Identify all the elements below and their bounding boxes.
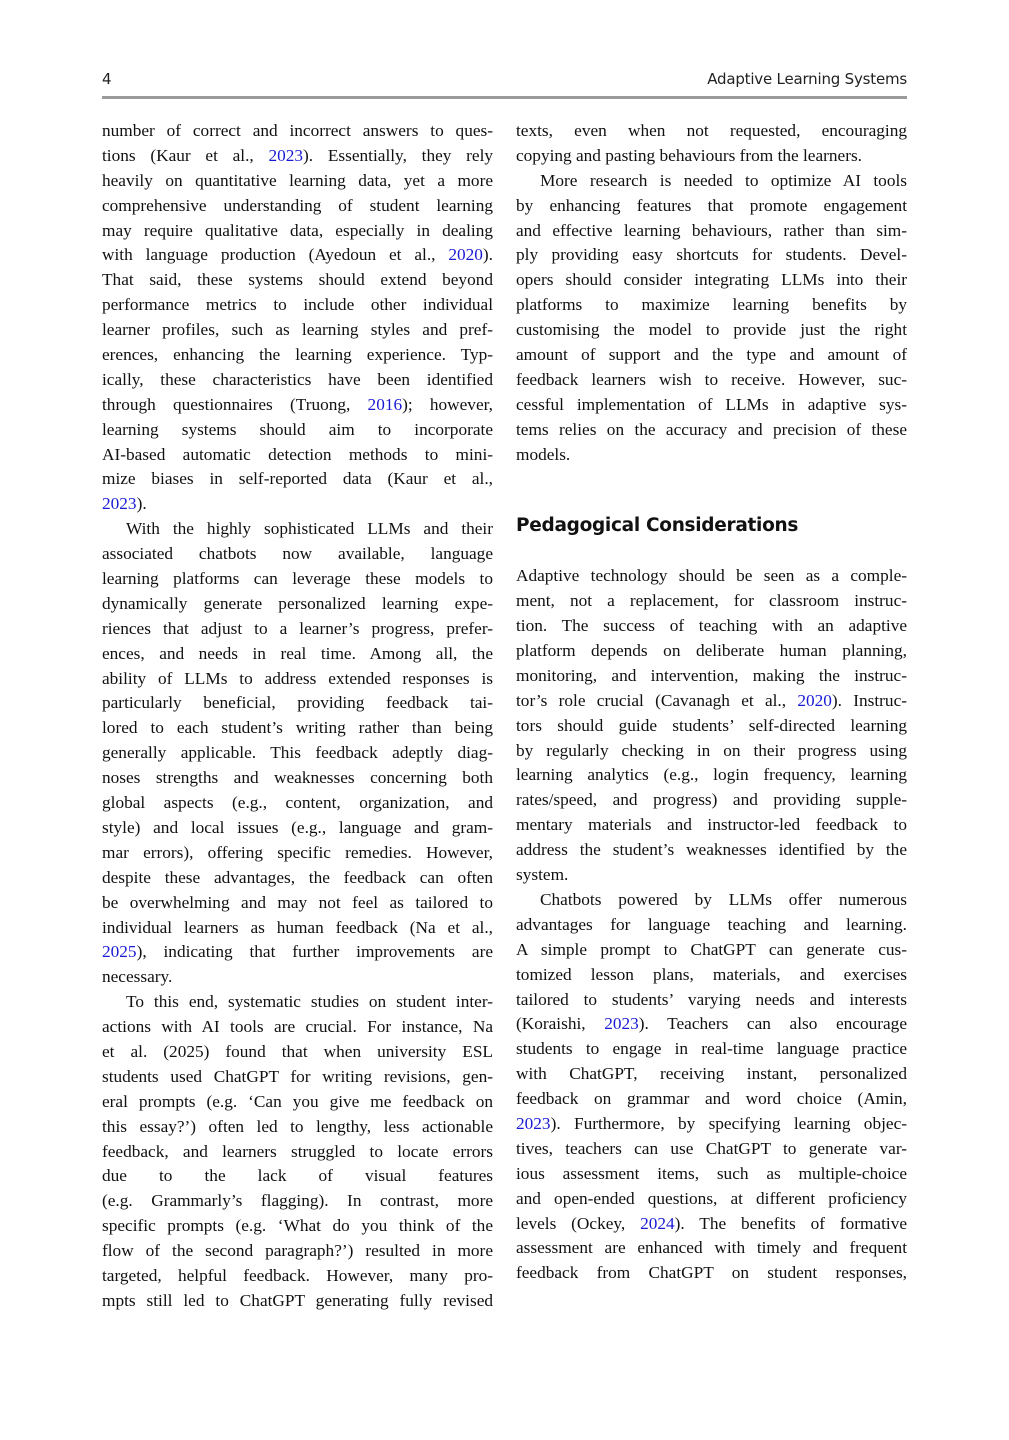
text-span: platform depends on deliberate human planning, <box>516 641 907 661</box>
text-line <box>516 1212 907 1237</box>
text-line <box>102 1189 493 1214</box>
left-column <box>102 119 493 1314</box>
text-line <box>102 1214 493 1239</box>
text-line <box>516 1137 907 1162</box>
text-span: ). The benefits of formative <box>674 1213 907 1233</box>
text-span: necessary. <box>102 967 173 987</box>
text-line <box>516 1112 907 1137</box>
text-line <box>516 714 907 739</box>
page-number: 4 <box>102 70 112 88</box>
text-line <box>102 219 493 244</box>
text-line <box>102 1065 493 1090</box>
paragraph <box>102 119 493 517</box>
text-span: this essay?’) often led to lengthy, less actionable <box>102 1116 493 1136</box>
citation-link[interactable]: 2023 <box>516 1113 551 1133</box>
text-line <box>102 467 493 492</box>
text-span: riences that adjust to a learner’s progress, prefer- <box>102 618 493 638</box>
text-span: assessment are enhanced with timely and frequent <box>516 1238 907 1258</box>
text-span: ment, not a replacement, for classroom instruc- <box>516 591 907 611</box>
paragraph <box>516 888 907 1286</box>
text-span: (Koraishi, <box>516 1014 605 1034</box>
paragraph <box>516 564 907 888</box>
text-span: flow of the second paragraph?’) resulted in more <box>102 1241 493 1261</box>
text-line <box>102 1040 493 1065</box>
text-span: number of correct and incorrect answers to ques- <box>102 121 493 140</box>
text-span: students used ChatGPT for writing revisions, gen- <box>102 1066 493 1086</box>
text-line <box>102 194 493 219</box>
text-span: style) and local issues (e.g., language and gram- <box>102 817 493 837</box>
text-line <box>102 642 493 667</box>
text-line <box>102 766 493 791</box>
text-span: global aspects (e.g., content, organization, and <box>102 793 493 813</box>
text-span: monitoring, and intervention, making the instruc- <box>516 665 907 685</box>
text-span: That said, these systems should extend beyond <box>102 270 493 290</box>
text-line <box>516 739 907 764</box>
text-line <box>102 1115 493 1140</box>
paragraph <box>516 119 907 169</box>
text-line <box>516 888 907 913</box>
text-span: platforms to maximize learning benefits by <box>516 295 907 315</box>
text-span: ). Teachers can also encourage <box>638 1014 907 1034</box>
text-line <box>102 667 493 692</box>
text-span: may require qualitative data, especially in dealing <box>102 220 493 240</box>
text-line <box>102 418 493 443</box>
text-span: advantages for language teaching and learning. <box>516 914 907 934</box>
text-line <box>516 119 907 144</box>
text-span: ). <box>482 245 493 265</box>
text-span: ply providing easy shortcuts for students. Devel- <box>516 245 907 265</box>
text-span: system. <box>516 865 569 885</box>
text-line <box>102 492 493 517</box>
text-span: by enhancing features that promote engagement <box>516 195 907 215</box>
text-span: feedback from ChatGPT on student responses, <box>516 1263 907 1283</box>
text-span: Adaptive technology should be seen as a comple- <box>516 566 907 586</box>
text-span: lored to each student’s writing rather than being <box>102 718 493 738</box>
text-span: with ChatGPT, receiving instant, personalized <box>516 1064 907 1084</box>
text-line <box>102 592 493 617</box>
citation-link[interactable]: 2024 <box>640 1213 675 1233</box>
text-span: particularly beneficial, providing feedback tai- <box>102 693 493 713</box>
text-span: mentary materials and instructor-led feedback to <box>516 815 907 835</box>
text-span: feedback, and learners struggled to locate errors <box>102 1141 493 1161</box>
text-line <box>102 965 493 990</box>
text-line <box>516 268 907 293</box>
text-span: ). Furthermore, by specifying learning objec- <box>550 1113 907 1133</box>
text-span: performance metrics to include other individual <box>102 295 493 315</box>
text-span: mar errors), offering specific remedies. However, <box>102 842 493 862</box>
text-line <box>102 816 493 841</box>
text-line <box>516 318 907 343</box>
text-line <box>516 194 907 219</box>
citation-link[interactable]: 2025 <box>102 942 137 962</box>
text-line <box>102 243 493 268</box>
text-line <box>516 243 907 268</box>
text-line <box>102 1015 493 1040</box>
text-line <box>102 119 493 144</box>
text-span: erences, enhancing the learning experience. Typ- <box>102 345 493 365</box>
text-line <box>102 169 493 194</box>
text-span: AI-based automatic detection methods to mini- <box>102 444 493 464</box>
text-line <box>516 1062 907 1087</box>
citation-link[interactable]: 2023 <box>604 1014 639 1034</box>
text-span: ); however, <box>402 394 493 414</box>
text-line <box>516 1261 907 1286</box>
text-line <box>516 169 907 194</box>
text-line <box>516 689 907 714</box>
paragraph <box>102 517 493 990</box>
text-span: To this end, systematic studies on student inter- <box>126 992 493 1012</box>
text-line <box>516 564 907 589</box>
text-span: specific prompts (e.g. ‘What do you think of the <box>102 1216 493 1236</box>
text-line <box>102 741 493 766</box>
right-column-pre-heading <box>516 119 907 467</box>
text-line <box>516 443 907 468</box>
text-line <box>516 938 907 963</box>
text-line <box>516 664 907 689</box>
text-line <box>516 863 907 888</box>
right-column-post-heading <box>516 564 907 1286</box>
text-span: heavily on quantitative learning data, yet a more <box>102 170 493 190</box>
text-span: and effective learning behaviours, rather than sim- <box>516 220 907 240</box>
text-span: tailored to students’ varying needs and interests <box>516 989 907 1009</box>
text-span: targeted, helpful feedback. However, many pro- <box>102 1265 493 1285</box>
text-span: tor’s role crucial (Cavanagh et al., <box>516 690 798 710</box>
text-line <box>516 589 907 614</box>
text-line <box>516 1236 907 1261</box>
text-line <box>102 1164 493 1189</box>
text-line <box>102 866 493 891</box>
text-line <box>102 293 493 318</box>
text-line <box>516 418 907 443</box>
text-line <box>102 318 493 343</box>
spacer <box>516 467 907 514</box>
text-line <box>516 988 907 1013</box>
text-span: ), indicating that further improvements are <box>136 942 493 962</box>
text-span: actions with AI tools are crucial. For instance, Na <box>102 1017 493 1037</box>
text-line <box>102 940 493 965</box>
text-span: customising the model to provide just the right <box>516 320 907 340</box>
text-span: students to engage in real-time language practice <box>516 1039 907 1059</box>
text-span: cessful implementation of LLMs in adaptive sys- <box>516 394 907 414</box>
text-line <box>516 293 907 318</box>
text-span: dynamically generate personalized learning expe- <box>102 593 493 613</box>
text-line <box>516 614 907 639</box>
text-line <box>516 1187 907 1212</box>
text-span: feedback learners wish to receive. However, suc- <box>516 369 907 389</box>
text-line <box>102 1289 493 1314</box>
text-line <box>102 517 493 542</box>
text-span: despite these advantages, the feedback can often <box>102 867 493 887</box>
text-line <box>516 838 907 863</box>
text-span: tives, teachers can use ChatGPT to generate var- <box>516 1138 907 1158</box>
text-span: rates/speed, and progress) and providing supple- <box>516 790 907 810</box>
text-span: individual learners as human feedback (Na et al., <box>102 917 493 937</box>
text-line <box>102 343 493 368</box>
text-line <box>516 788 907 813</box>
text-span: with language production (Ayedoun et al., <box>102 245 449 265</box>
text-span: due to the lack of visual features <box>102 1166 493 1186</box>
citation-link[interactable]: 2020 <box>448 245 483 265</box>
text-span: texts, even when not requested, encouraging <box>516 121 907 140</box>
text-span: learning analytics (e.g., login frequency, learning <box>516 765 907 785</box>
text-span: ious assessment items, such as multiple-choice <box>516 1163 907 1183</box>
text-span: eral prompts (e.g. ‘Can you give me feedback on <box>102 1091 493 1111</box>
text-line <box>516 144 907 169</box>
text-span: ences, and needs in real time. Among all, the <box>102 643 493 663</box>
text-span: models. <box>516 444 571 464</box>
paragraph <box>102 990 493 1314</box>
text-line <box>516 393 907 418</box>
text-span: be overwhelming and may not feel as tailored to <box>102 892 493 912</box>
text-line <box>516 1037 907 1062</box>
text-span: ically, these characteristics have been identified <box>102 369 493 389</box>
text-line <box>516 1012 907 1037</box>
text-line <box>516 813 907 838</box>
text-span: mpts still led to ChatGPT generating fully revised <box>102 1290 493 1310</box>
text-span: tions (Kaur et al., <box>102 145 269 165</box>
text-line <box>102 1140 493 1165</box>
text-line <box>102 144 493 169</box>
text-line <box>102 268 493 293</box>
text-span: ). Instruc- <box>831 690 907 710</box>
citation-link[interactable]: 2016 <box>367 394 403 414</box>
text-span: address the student’s weaknesses identified by the <box>516 840 907 860</box>
text-line <box>102 393 493 418</box>
text-line <box>516 639 907 664</box>
text-span: learning platforms can leverage these models to <box>102 569 493 589</box>
text-line <box>102 841 493 866</box>
text-span: tion. The success of teaching with an adaptive <box>516 616 907 636</box>
text-line <box>102 1264 493 1289</box>
text-span: A simple prompt to ChatGPT can generate cus- <box>516 939 907 959</box>
text-line <box>516 1087 907 1112</box>
text-line <box>516 368 907 393</box>
text-line <box>102 567 493 592</box>
text-line <box>102 1239 493 1264</box>
text-span: copying and pasting behaviours from the learners. <box>516 145 863 165</box>
text-span: More research is needed to optimize AI tools <box>540 170 907 190</box>
text-line <box>102 542 493 567</box>
text-span: ). <box>136 494 147 514</box>
header-rule <box>102 96 907 99</box>
text-line <box>102 716 493 741</box>
text-span: et al. (2025) found that when university ESL <box>102 1041 493 1061</box>
spacer <box>516 539 907 564</box>
text-span: learning systems should aim to incorporate <box>102 419 493 439</box>
text-span: learner profiles, such as learning styles and pref- <box>102 320 493 340</box>
text-line <box>516 913 907 938</box>
text-line <box>102 1090 493 1115</box>
text-span: ability of LLMs to address extended responses is <box>102 668 493 688</box>
text-line <box>102 791 493 816</box>
text-span: Chatbots powered by LLMs offer numerous <box>540 889 907 909</box>
text-span: comprehensive understanding of student learning <box>102 195 493 215</box>
text-line <box>516 763 907 788</box>
running-title: Adaptive Learning Systems <box>707 70 907 88</box>
text-span: levels (Ockey, <box>516 1213 641 1233</box>
text-line <box>516 963 907 988</box>
text-line <box>102 368 493 393</box>
citation-link[interactable]: 2023 <box>102 494 137 514</box>
text-span: by regularly checking in on their progress using <box>516 740 907 760</box>
text-line <box>516 343 907 368</box>
text-span: feedback on grammar and word choice (Amin, <box>516 1089 907 1109</box>
text-span: and open-ended questions, at different proficiency <box>516 1188 907 1208</box>
citation-link[interactable]: 2020 <box>797 690 832 710</box>
text-span: tems relies on the accuracy and precision of these <box>516 419 907 439</box>
text-span: With the highly sophisticated LLMs and their <box>126 519 493 539</box>
running-header <box>102 68 907 92</box>
text-span: generally applicable. This feedback adeptly diag- <box>102 743 493 763</box>
text-line <box>102 916 493 941</box>
text-span: noses strengths and weaknesses concerning both <box>102 768 493 788</box>
text-line <box>102 891 493 916</box>
text-span: mize biases in self-reported data (Kaur et al., <box>102 469 493 489</box>
text-line <box>102 443 493 468</box>
text-span: amount of support and the type and amount of <box>516 345 907 365</box>
text-span: ). Essentially, they rely <box>303 145 494 165</box>
citation-link[interactable]: 2023 <box>268 145 304 165</box>
text-line <box>102 691 493 716</box>
text-span: opers should consider integrating LLMs into their <box>516 270 907 290</box>
text-span: (e.g. Grammarly’s flagging). In contrast, more <box>102 1191 493 1211</box>
text-line <box>102 617 493 642</box>
text-line <box>516 219 907 244</box>
text-span: tomized lesson plans, materials, and exercises <box>516 964 907 984</box>
text-span: through questionnaires (Truong, <box>102 394 368 414</box>
text-span: associated chatbots now available, language <box>102 544 493 564</box>
text-line <box>516 1162 907 1187</box>
paragraph <box>516 169 907 468</box>
text-span: tors should guide students’ self-directed learning <box>516 715 907 735</box>
right-column <box>516 119 907 1286</box>
section-heading: Pedagogical Considerations <box>516 515 799 537</box>
text-line <box>102 990 493 1015</box>
